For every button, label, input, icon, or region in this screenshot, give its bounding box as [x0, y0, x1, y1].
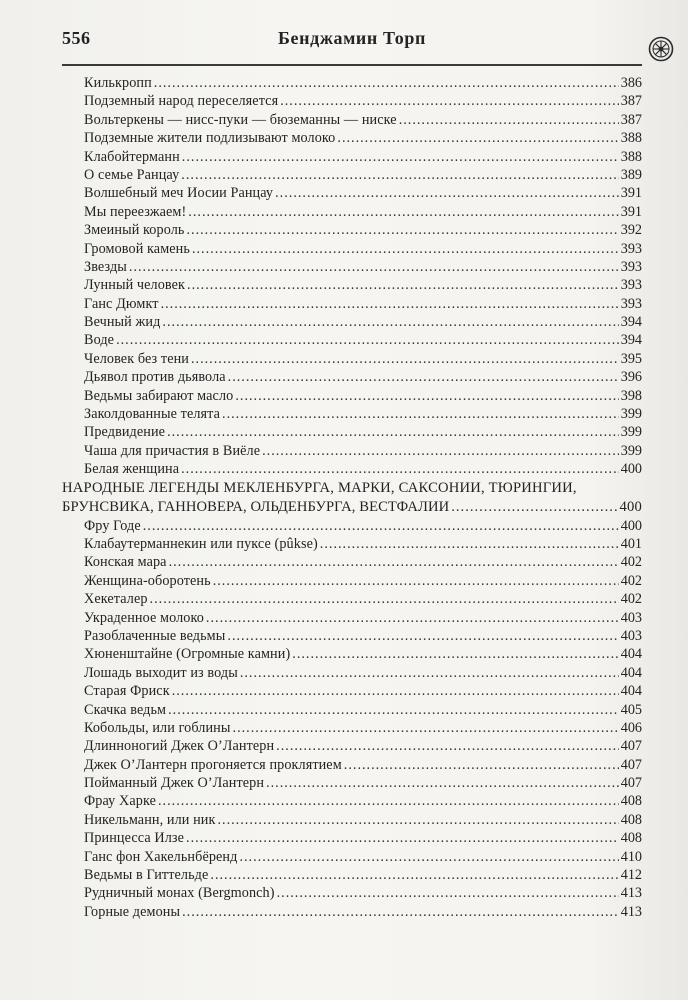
toc-entry-page: 388 [620, 148, 642, 165]
toc-entry-title: Кобольды, или гоблины [84, 719, 231, 736]
toc-entry [62, 258, 642, 276]
toc-entry-page: 407 [620, 738, 642, 755]
toc-entry-page: 401 [620, 535, 642, 552]
toc-entry-page: 391 [620, 185, 642, 202]
toc-dot-leader [228, 368, 619, 386]
toc-entry-title: Человек без тени [84, 350, 189, 367]
toc-entry-title: Фру Годе [84, 517, 141, 534]
toc-entry-title: Никельманн, или ник [84, 811, 216, 828]
toc-entry-page: 404 [620, 664, 642, 681]
toc-dot-leader [266, 774, 619, 792]
toc-dot-leader [240, 664, 619, 682]
toc-entry [62, 240, 642, 258]
toc-dot-leader [213, 572, 619, 590]
toc-entry-page: 404 [620, 646, 642, 663]
toc-dot-leader [143, 517, 619, 535]
toc-entry [62, 442, 642, 460]
toc-entry-title: Заколдованные телята [84, 406, 221, 423]
toc-entry-page: 387 [620, 93, 642, 110]
toc-entry [62, 848, 642, 866]
toc-entry [62, 276, 642, 294]
toc-entry [62, 148, 642, 166]
toc-entry-page: 393 [620, 277, 642, 294]
toc-dot-leader [169, 553, 619, 571]
toc-entry-title: Предвидение [84, 424, 166, 441]
toc-entry [62, 590, 642, 608]
toc-entry-title: Лошадь выходит из воды [84, 664, 238, 681]
toc-entry-page: 395 [620, 350, 642, 367]
toc-entry-page: 392 [620, 222, 642, 239]
toc-entry-title: Хекеталер [84, 591, 148, 608]
toc-entry-page: 406 [620, 719, 642, 736]
toc-entry-title: Мы переезжаем! [84, 203, 187, 220]
toc-entry [62, 92, 642, 110]
toc-dot-leader [292, 645, 618, 663]
toc-entry [62, 701, 642, 719]
toc-entry-title: Воде [84, 332, 115, 349]
toc-entry-page: 399 [620, 406, 642, 423]
toc-entry-title: Ганс фон Хакельнбёренд [84, 848, 238, 865]
toc-entry-page: 413 [620, 903, 642, 920]
toc-entry-title: Рудничный монах (Bergmonch) [84, 885, 275, 902]
toc-entry [62, 111, 642, 129]
toc-entry-title: Украденное молоко [84, 609, 204, 626]
toc-dot-leader [181, 460, 619, 478]
toc-dot-leader [129, 258, 619, 276]
toc-dot-leader [188, 203, 618, 221]
toc-dot-leader [262, 442, 619, 460]
toc-entry-page: 393 [620, 295, 642, 312]
toc-dot-leader [158, 792, 619, 810]
toc-entry [62, 368, 642, 386]
toc-entry-page: 408 [620, 811, 642, 828]
toc-dot-leader [182, 148, 619, 166]
header-rule [62, 64, 642, 66]
toc-entry-page: 393 [620, 258, 642, 275]
toc-entry-title: Ведьмы забирают масло [84, 387, 234, 404]
toc-entry-page: 394 [620, 314, 642, 331]
toc-entry-title: О семье Ранцау [84, 166, 180, 183]
toc-dot-leader [181, 166, 618, 184]
toc-entry-page: 413 [620, 885, 642, 902]
toc-entry-title: Старая Фриск [84, 683, 170, 700]
toc-entry-page: 388 [620, 130, 642, 147]
toc-entry-title: Скачка ведьм [84, 701, 167, 718]
toc-entry-title: Килькропп [84, 75, 152, 91]
toc-entry-title: Пойманный Джек О’Лантерн [84, 775, 265, 792]
toc-entry-page: 403 [620, 609, 642, 626]
toc-entry [62, 719, 642, 737]
toc-entry-title: Горные демоны [84, 903, 181, 920]
toc-entry-title: Разоблаченные ведьмы [84, 627, 226, 644]
toc-entry-page: 405 [620, 701, 642, 718]
toc-entry-title: Звезды [84, 258, 127, 275]
toc-entry-page: 407 [620, 756, 642, 773]
toc-entry [62, 884, 642, 902]
toc-dot-leader [186, 829, 619, 847]
toc-entry-page: 393 [620, 240, 642, 257]
toc-entry-title: Женщина-оборотень [84, 572, 211, 589]
toc-dot-leader [167, 423, 619, 441]
toc-entry [62, 166, 642, 184]
toc-entry [62, 737, 642, 755]
toc-entry-page: 387 [620, 111, 642, 128]
toc-entry-page: 400 [620, 517, 642, 534]
ornament-emblem-icon [648, 36, 674, 62]
toc-entry [62, 460, 642, 478]
toc-entry [62, 682, 642, 700]
toc-entry [62, 331, 642, 349]
toc-dot-leader [399, 111, 619, 129]
toc-entry-page: 408 [620, 830, 642, 847]
toc-dot-leader [116, 331, 619, 349]
toc-dot-leader [227, 627, 618, 645]
toc-entry-title: Подземный народ переселяется [84, 93, 279, 110]
toc-entry-title: Принцесса Илзе [84, 830, 185, 847]
toc-entry [62, 664, 642, 682]
toc-entry-page: 410 [620, 848, 642, 865]
toc-entry-page: 402 [620, 554, 642, 571]
toc-entry-page: 412 [620, 867, 642, 884]
toc-dot-leader [222, 405, 619, 423]
toc-entry [62, 350, 642, 368]
toc-entry-title: Длинноногий Джек О’Лантерн [84, 738, 275, 755]
toc-dot-leader [451, 498, 617, 517]
toc-dot-leader [192, 240, 619, 258]
toc-entry-title: Волшебный меч Иосии Ранцау [84, 185, 274, 202]
toc-entry-title: Ганс Дюмкт [84, 295, 159, 312]
toc-entry-page: 398 [620, 387, 642, 404]
toc-dot-leader [235, 387, 618, 405]
toc-entry [62, 774, 642, 792]
toc-entry-title: Клабойтерманн [84, 148, 180, 165]
toc-entry [62, 829, 642, 847]
toc-dot-leader [337, 129, 618, 147]
toc-entry-title: Ведьмы в Гиттельде [84, 867, 209, 884]
toc-entry [62, 572, 642, 590]
toc-entry [62, 221, 642, 239]
toc-entry-title: Громовой камень [84, 240, 190, 257]
toc-dot-leader [172, 682, 619, 700]
toc-entry [62, 792, 642, 810]
toc-dot-leader [277, 884, 619, 902]
page-header [62, 28, 642, 58]
section-heading [62, 479, 642, 517]
toc-entry-title: Хюненштайне (Огромные камни) [84, 646, 291, 663]
toc-entry-title: Конская мара [84, 554, 167, 571]
toc-dot-leader [150, 590, 619, 608]
toc-entry [62, 535, 642, 553]
toc-entry-title: Лунный человек [84, 277, 186, 294]
toc-entry [62, 405, 642, 423]
toc-entry-page: 389 [620, 166, 642, 183]
toc-entry-title: Дьявол против дьявола [84, 369, 226, 386]
section-heading-line1: НАРОДНЫЕ ЛЕГЕНДЫ МЕКЛЕНБУРГА, МАРКИ, САКСОНИИ, ТЮРИНГИИ, [62, 479, 577, 496]
toc-entry [62, 74, 642, 92]
toc-entry-title: Фрау Харке [84, 793, 156, 810]
toc-dot-leader [182, 903, 619, 921]
toc-entry [62, 203, 642, 221]
toc-entry [62, 645, 642, 663]
toc-entry-title: Подземные жители подлизывают молоко [84, 130, 336, 147]
toc-entry-page: 408 [620, 793, 642, 810]
toc-dot-leader [233, 719, 619, 737]
section-heading-page: 400 [619, 498, 642, 515]
toc-dot-leader [344, 756, 619, 774]
table-of-contents [62, 74, 642, 921]
toc-entry [62, 553, 642, 571]
toc-entry [62, 627, 642, 645]
toc-entry-page: 386 [620, 75, 642, 91]
toc-dot-leader [191, 350, 619, 368]
toc-dot-leader [320, 535, 619, 553]
toc-dot-leader [161, 295, 619, 313]
toc-entry [62, 811, 642, 829]
toc-entry [62, 129, 642, 147]
toc-dot-leader [210, 866, 618, 884]
toc-entry [62, 756, 642, 774]
toc-entry [62, 866, 642, 884]
toc-entry-page: 399 [620, 442, 642, 459]
toc-entry-title: Вольтеркены — нисс-пуки — бюземанны — ниске [84, 111, 397, 128]
toc-entry-title: Чаша для причастия в Виёле [84, 442, 261, 459]
toc-entry-title: Джек О’Лантерн прогоняется проклятием [84, 756, 342, 773]
toc-dot-leader [239, 848, 618, 866]
toc-dot-leader [168, 701, 619, 719]
toc-entry-title: Клабаутерманнекин или пуксе (pûkse) [84, 535, 318, 552]
toc-entry-title: Змеиный король [84, 222, 185, 239]
toc-entry-page: 404 [620, 683, 642, 700]
toc-entry [62, 184, 642, 202]
toc-entry-page: 396 [620, 369, 642, 386]
toc-entry [62, 295, 642, 313]
toc-dot-leader [206, 609, 619, 627]
toc-entry-page: 403 [620, 627, 642, 644]
toc-dot-leader [186, 221, 618, 239]
toc-dot-leader [187, 276, 619, 294]
toc-entry-page: 402 [620, 572, 642, 589]
toc-dot-leader [280, 92, 619, 110]
toc-dot-leader [217, 811, 618, 829]
running-title: Бенджамин Торп [278, 28, 426, 48]
toc-entry-title: Белая женщина [84, 461, 180, 478]
toc-entry [62, 517, 642, 535]
toc-dot-leader [162, 313, 618, 331]
toc-entry-page: 391 [620, 203, 642, 220]
toc-entry-page: 399 [620, 424, 642, 441]
toc-entry [62, 903, 642, 921]
page-number: 556 [62, 28, 91, 48]
toc-entry [62, 387, 642, 405]
toc-entry-page: 394 [620, 332, 642, 349]
toc-entry-page: 402 [620, 591, 642, 608]
toc-entry-page: 400 [620, 461, 642, 478]
toc-entry-page: 407 [620, 775, 642, 792]
section-heading-line2-row [62, 498, 642, 517]
toc-dot-leader [275, 184, 619, 202]
toc-entry [62, 609, 642, 627]
toc-dot-leader [154, 74, 619, 92]
toc-entry-title: Вечный жид [84, 314, 161, 331]
toc-entry [62, 313, 642, 331]
toc-dot-leader [276, 737, 619, 755]
toc-entry [62, 423, 642, 441]
section-heading-line2: БРУНСВИКА, ГАННОВЕРА, ОЛЬДЕНБУРГА, ВЕСТФАЛИИ [62, 498, 450, 515]
